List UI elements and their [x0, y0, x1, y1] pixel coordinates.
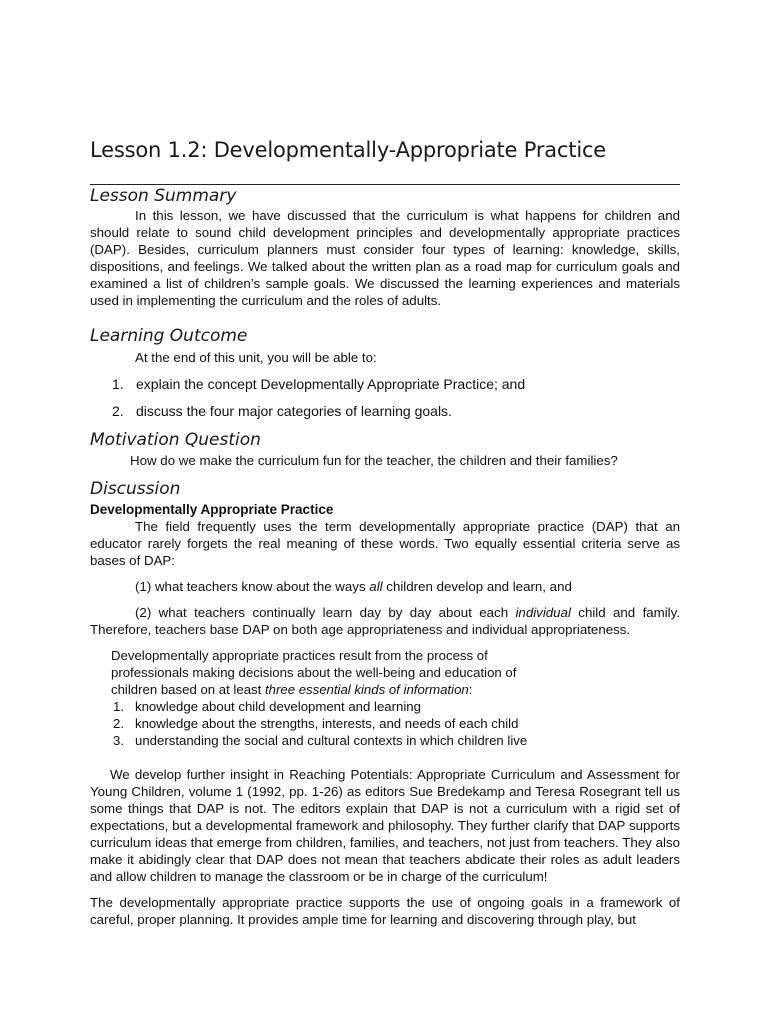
discussion-paragraph: The developmentally appropriate practice supports the use of ongoing goals in a framework of careful, proper planning. It provides ample time for learning and discovering through play, but — [90, 895, 680, 927]
criterion-one: (1) what teachers know about the ways all children develop and learn, and — [135, 579, 572, 594]
list-item: 1. knowledge about child development and learning — [113, 699, 421, 714]
info-list — [111, 698, 680, 749]
title-divider — [90, 184, 680, 185]
dap-subheading: Developmentally Appropriate Practice — [90, 502, 334, 517]
lesson-summary-heading: Lesson Summary — [90, 186, 237, 206]
discussion-paragraph: The field frequently uses the term developmentally appropriate practice (DAP) that an educator rarely forgets the real meaning of these words. Two equally essential criteria serve as bases of DAP: — [90, 519, 680, 568]
discussion-heading: Discussion — [90, 479, 181, 499]
document-body — [90, 186, 680, 928]
box-line: professionals making decisions about the well-being and education of — [111, 665, 517, 680]
list-item: 3. understanding the social and cultural contexts in which children live — [113, 733, 528, 748]
list-item: 2. knowledge about the strengths, interests, and needs of each child — [113, 716, 519, 731]
box-line: children based on at least three essential kinds of information: — [111, 682, 473, 697]
list-item: 1. explain the concept Developmentally Appropriate Practice; and — [112, 376, 526, 392]
dap-info-box — [111, 647, 680, 749]
motivation-question-text: How do we make the curriculum fun for the teacher, the children and their families? — [130, 453, 618, 468]
learning-outcome-intro: At the end of this unit, you will be able to: — [135, 350, 377, 365]
motivation-question-heading: Motivation Question — [90, 430, 261, 450]
learning-outcome-list — [90, 375, 680, 420]
box-line: Developmentally appropriate practices result from the process of — [111, 648, 488, 663]
lesson-summary-text: In this lesson, we have discussed that the curriculum is what happens for children and should relate to sound child development principles and developmentally appropriate practices (DAP). Besides, curriculum planners must consider four types of learning: knowledge, skills, dispositions, and feelings. We talked about the written plan as a road map for curriculum goals and examined a list of children’s sample goals. We discussed the learning experiences and materials used in implementing the curriculum and the roles of adults. — [90, 208, 680, 308]
criterion-two: (2) what teachers continually learn day by day about each individual child and family. Therefore, teachers base DAP on both age appropriateness and individual appropriateness. — [90, 605, 680, 637]
discussion-paragraph: We develop further insight in Reaching Potentials: Appropriate Curriculum and Assessment for Young Children, volume 1 (1992, pp. 1-26) as editors Sue Bredekamp and Teresa Rosegrant tell us some things that DAP is not. The editors explain that DAP is not a curriculum with a rigid set of expectations, but a developmental framework and philosophy. They further clarify that DAP supports curriculum ideas that emerge from children, families, and teachers, not just from teachers. They also make it abidingly clear that DAP does not mean that teachers abdicate their roles as adult leaders and allow children to manage the classroom or be in charge of the curriculum! — [90, 767, 680, 884]
list-item: 2. discuss the four major categories of learning goals. — [112, 403, 452, 419]
page-title: Lesson 1.2: Developmentally-Appropriate Practice — [90, 138, 607, 162]
learning-outcome-heading: Learning Outcome — [90, 326, 248, 346]
